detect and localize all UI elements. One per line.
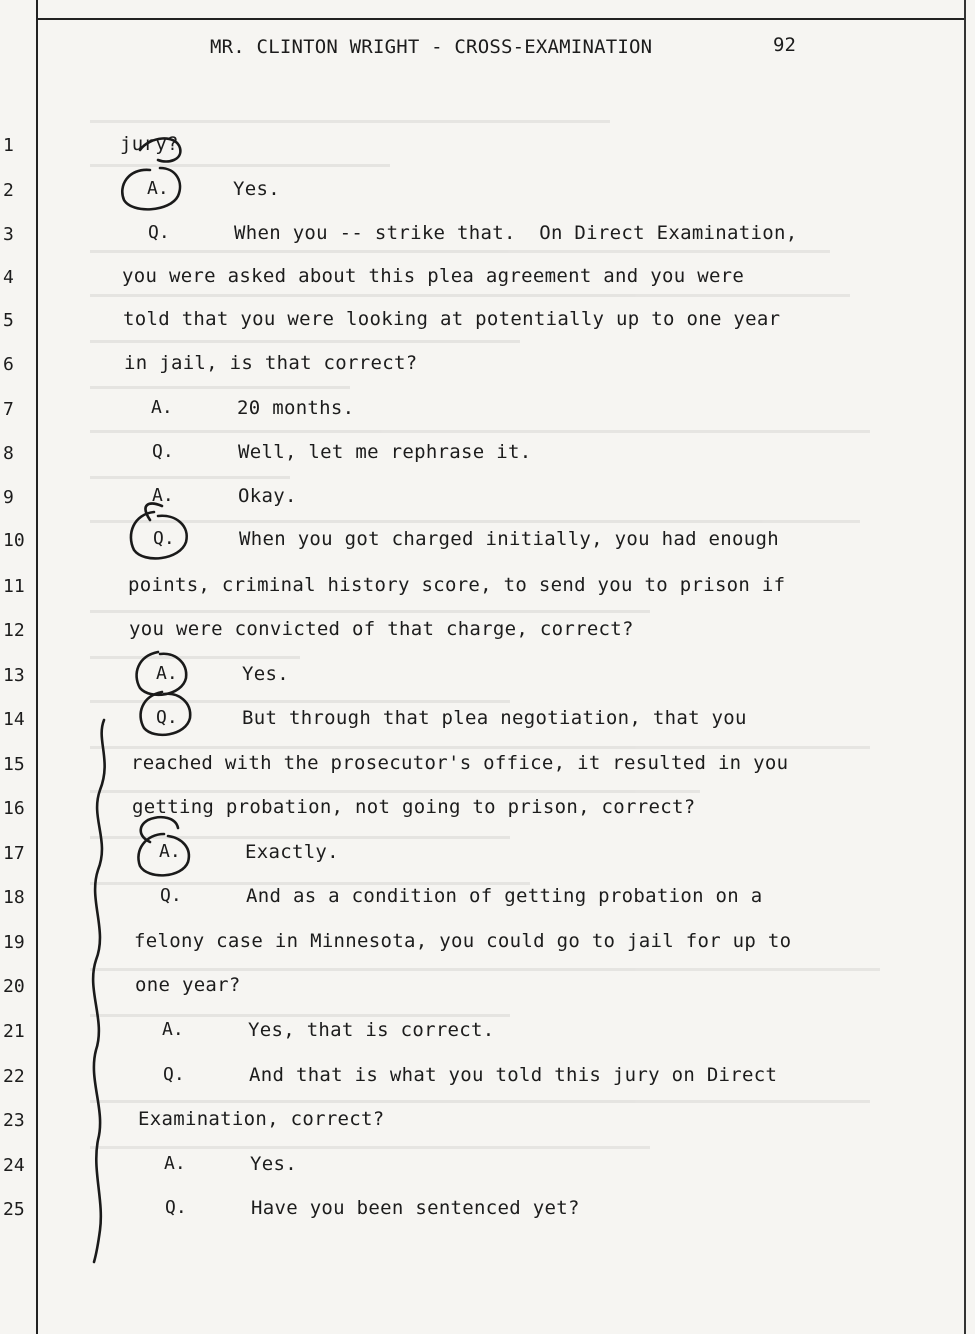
answer-marker: A. xyxy=(147,177,169,199)
line-number: 18 xyxy=(3,887,25,909)
answer-marker: A. xyxy=(156,663,178,685)
answer-marker: A. xyxy=(151,396,173,418)
line-number: 7 xyxy=(3,398,14,420)
page-number: 92 xyxy=(773,34,796,56)
transcript-line-text: Okay. xyxy=(238,484,297,507)
line-number: 14 xyxy=(3,708,25,730)
line-number: 12 xyxy=(3,619,25,641)
answer-marker: A. xyxy=(164,1152,186,1174)
transcript-line-text: When you got charged initially, you had enough xyxy=(239,528,779,551)
transcript-line-text: Yes. xyxy=(250,1152,297,1175)
line-number: 3 xyxy=(3,224,14,246)
transcript-line-text: Examination, correct? xyxy=(138,1108,385,1131)
page-border-top xyxy=(36,18,966,20)
line-number: 10 xyxy=(3,530,25,552)
question-marker: Q. xyxy=(156,706,178,728)
question-marker: Q. xyxy=(148,222,170,244)
transcript-line-text: in jail, is that correct? xyxy=(124,352,418,374)
page-header-title: MR. CLINTON WRIGHT - CROSS-EXAMINATION xyxy=(210,36,653,58)
transcript-line-text: Exactly. xyxy=(245,840,339,863)
transcript-line-text: And that is what you told this jury on Direct xyxy=(249,1063,778,1086)
line-number: 6 xyxy=(3,354,14,375)
line-number: 21 xyxy=(3,1021,25,1042)
transcript-line-text: you were convicted of that charge, correct? xyxy=(129,617,634,640)
answer-marker: A. xyxy=(159,840,181,862)
line-number: 24 xyxy=(3,1154,25,1176)
line-number: 22 xyxy=(3,1065,25,1087)
transcript-line-text: Well, let me rephrase it. xyxy=(238,441,532,464)
circle-mark-line-9 xyxy=(146,504,162,520)
line-number: 16 xyxy=(3,798,25,819)
line-number: 25 xyxy=(3,1199,25,1221)
question-marker: Q. xyxy=(160,885,182,907)
question-marker: Q. xyxy=(165,1197,187,1219)
line-number: 8 xyxy=(3,443,14,465)
answer-marker: A. xyxy=(162,1019,184,1040)
transcript-line-text: Yes. xyxy=(242,663,289,686)
question-marker: Q. xyxy=(152,441,174,463)
line-number: 20 xyxy=(3,976,25,998)
page-border-left xyxy=(36,0,38,1334)
line-number: 5 xyxy=(3,310,14,332)
transcript-line-text: one year? xyxy=(135,974,241,997)
answer-marker: A. xyxy=(152,484,174,506)
transcript-line-text: But through that plea negotiation, that you xyxy=(242,706,747,729)
line-number: 4 xyxy=(3,266,14,288)
transcript-line-text: And as a condition of getting probation on a xyxy=(246,885,763,908)
transcript-line-text: getting probation, not going to prison, correct? xyxy=(132,796,696,818)
transcript-line-text: Yes. xyxy=(233,177,280,200)
transcript-line-text: Yes, that is correct. xyxy=(248,1019,495,1041)
question-marker: Q. xyxy=(163,1063,185,1085)
margin-wavy-line xyxy=(93,720,105,1262)
line-number: 9 xyxy=(3,486,14,508)
line-number: 17 xyxy=(3,842,25,864)
line-number: 1 xyxy=(3,135,14,156)
transcript-line-text: reached with the prosecutor's office, it resulted in you xyxy=(131,752,789,775)
line-number: 23 xyxy=(3,1110,25,1132)
line-number: 2 xyxy=(3,179,14,201)
circle-mark-line-17 xyxy=(141,817,178,842)
transcript-line-text: felony case in Minnesota, you could go to jail for up to xyxy=(134,929,792,952)
transcript-line-text: points, criminal history score, to send you to prison if xyxy=(128,574,786,596)
transcript-line-text: jury? xyxy=(120,133,179,155)
question-marker: Q. xyxy=(153,528,175,550)
transcript-line-text: told that you were looking at potentially up to one year xyxy=(123,308,781,331)
transcript-line-text: 20 months. xyxy=(237,396,355,419)
page-border-right xyxy=(964,0,966,1334)
transcript-line-text: Have you been sentenced yet? xyxy=(251,1197,580,1220)
transcript-line-text: you were asked about this plea agreement and you were xyxy=(122,264,745,287)
transcript-line-text: When you -- strike that. On Direct Examination, xyxy=(234,222,798,245)
line-number: 19 xyxy=(3,931,25,953)
line-number: 11 xyxy=(3,576,25,597)
line-number: 13 xyxy=(3,665,25,687)
line-number: 15 xyxy=(3,754,25,776)
